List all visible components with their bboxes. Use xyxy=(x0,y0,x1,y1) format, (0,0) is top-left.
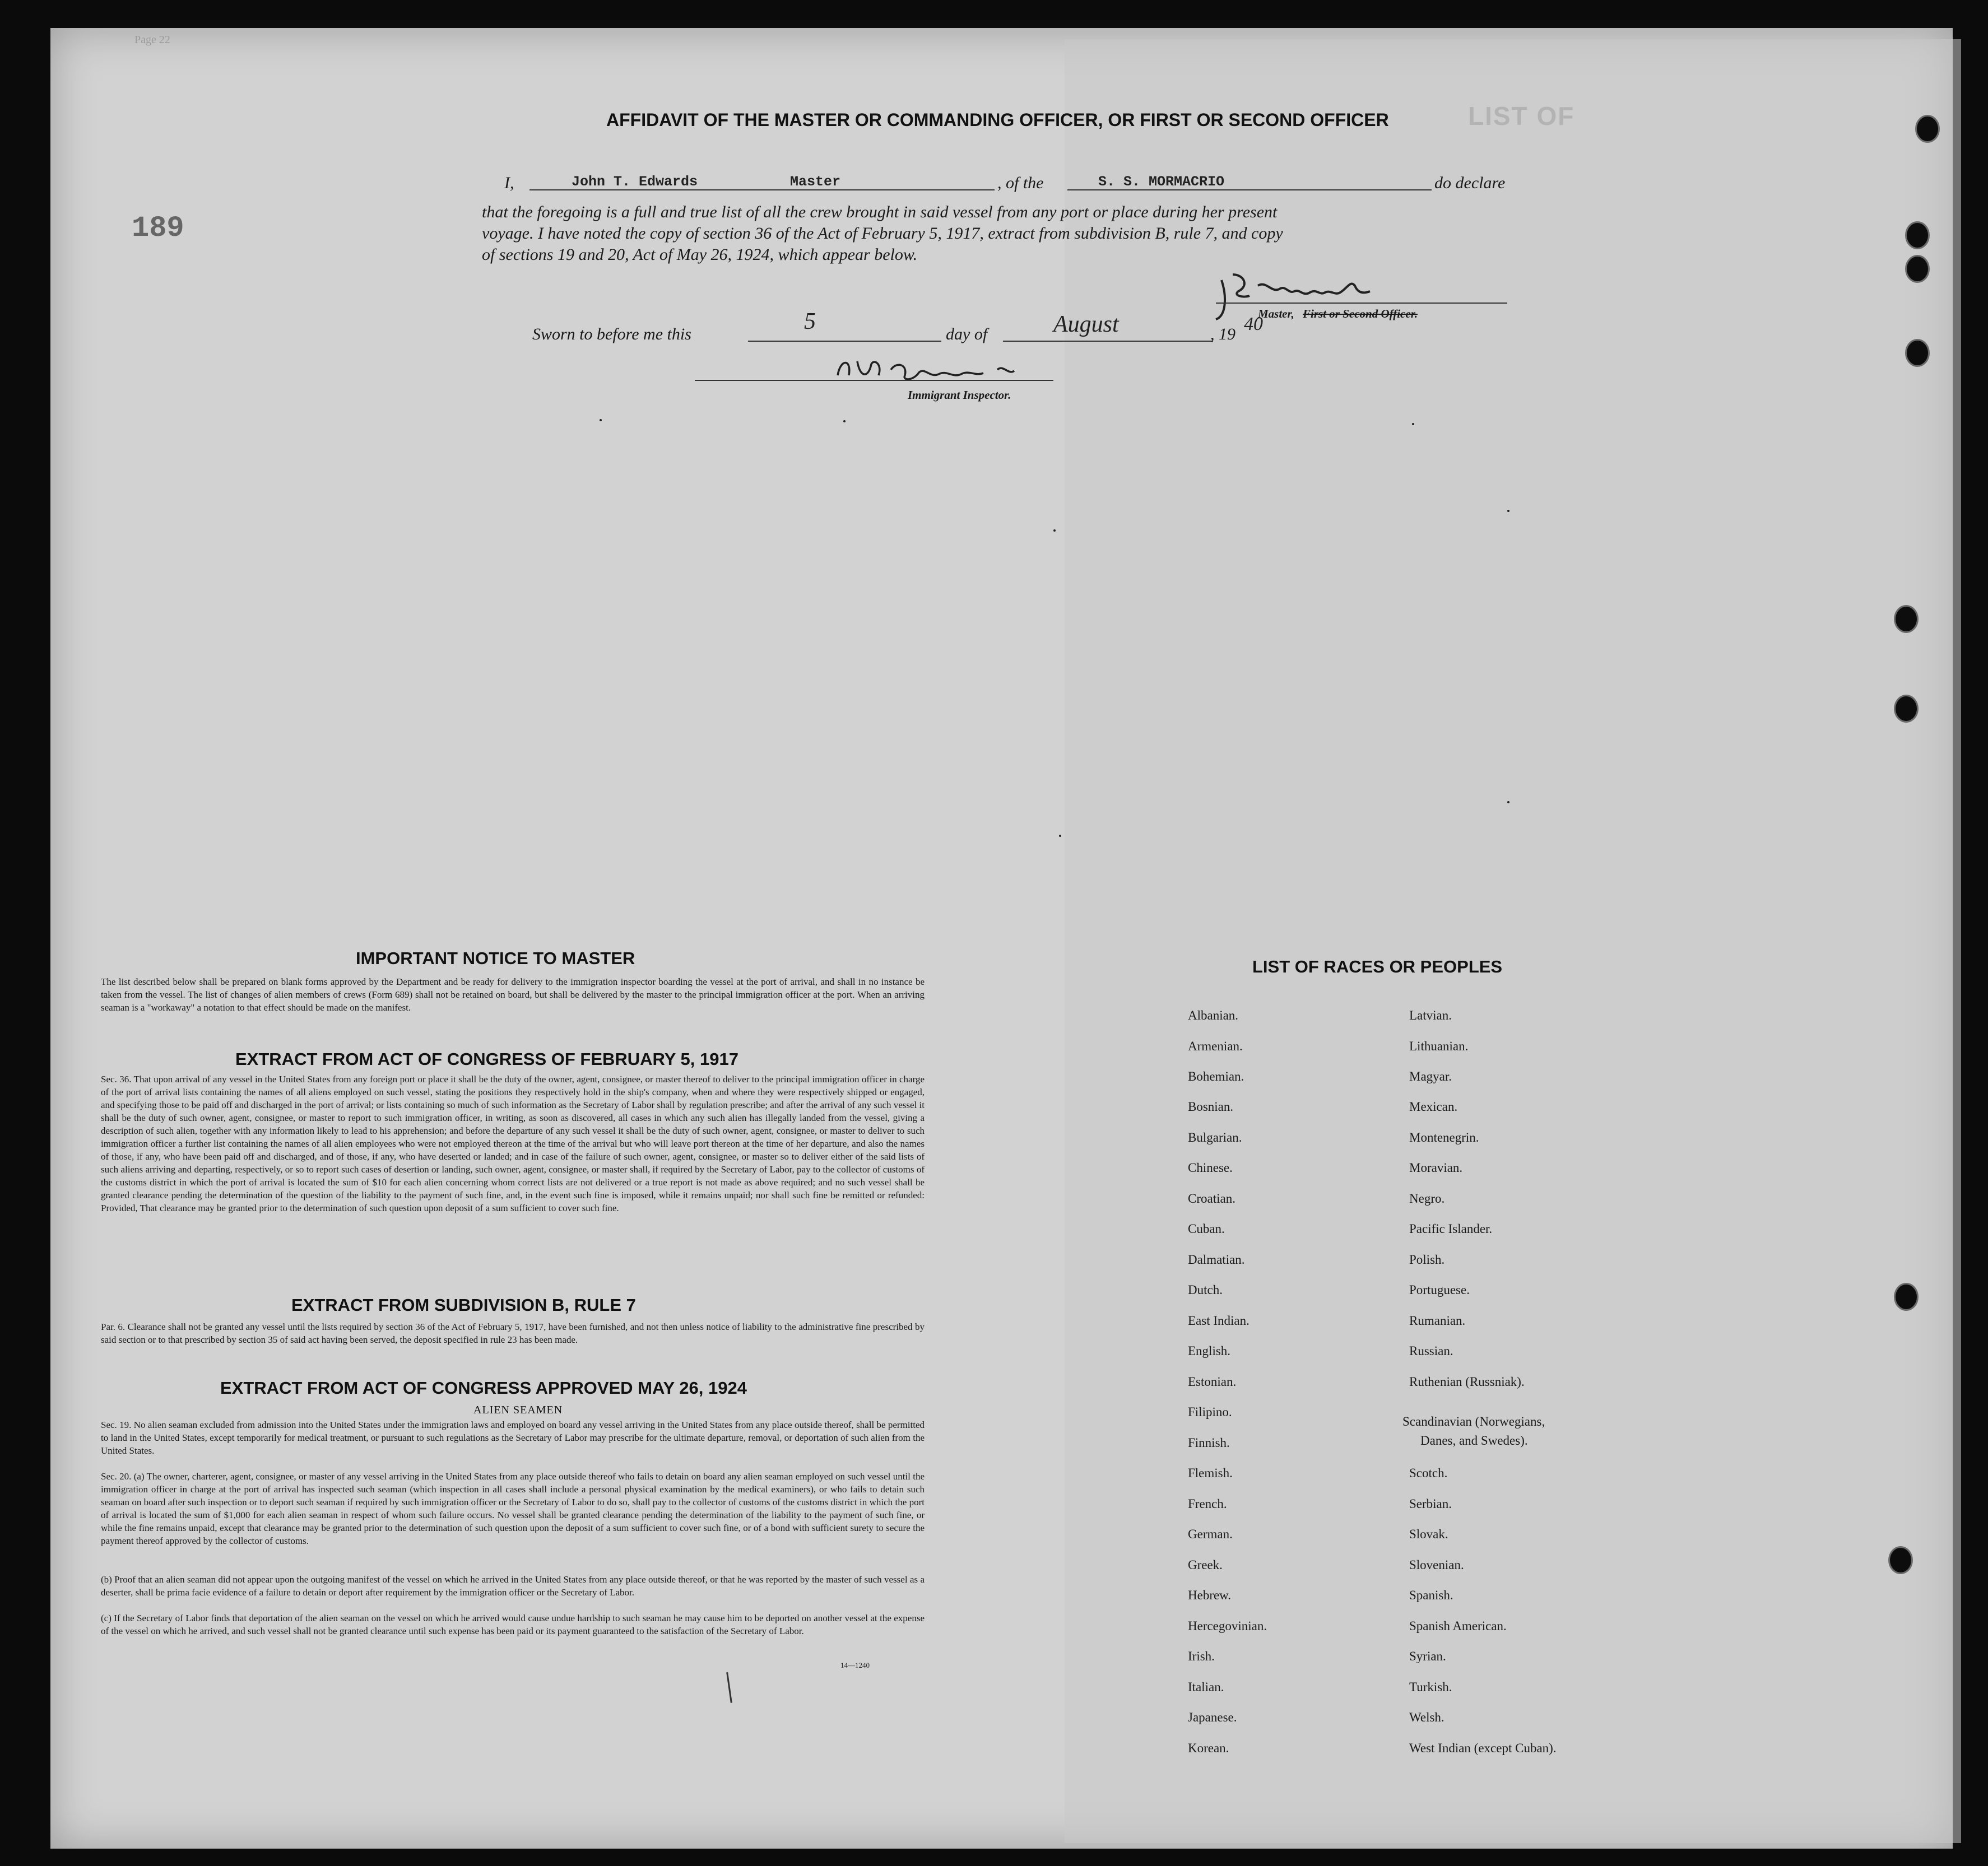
underlying-page-title: LIST OF xyxy=(1468,101,1575,131)
race-item: Serbian. xyxy=(1409,1497,1452,1511)
alien-seamen-subtitle: ALIEN SEAMEN xyxy=(473,1404,563,1416)
affidavit-i-label: I, xyxy=(504,174,514,192)
race-item: Welsh. xyxy=(1409,1710,1444,1724)
races-title: LIST OF RACES OR PEOPLES xyxy=(1252,957,1503,976)
binder-hole xyxy=(1915,115,1940,143)
list-mark xyxy=(600,419,602,421)
race-item: Slovak. xyxy=(1409,1527,1448,1541)
race-item: Bosnian. xyxy=(1188,1100,1234,1114)
list-mark xyxy=(1059,835,1061,837)
race-item: Latvian. xyxy=(1409,1008,1452,1022)
race-item: Scotch. xyxy=(1409,1466,1448,1480)
master-signature-line xyxy=(1216,303,1507,304)
year-prefix: , 19 xyxy=(1210,325,1235,343)
race-item: Flemish. xyxy=(1188,1466,1233,1480)
race-item: Turkish. xyxy=(1409,1680,1452,1694)
race-item: Bulgarian. xyxy=(1188,1130,1242,1144)
race-item: Montenegrin. xyxy=(1409,1130,1479,1144)
sec-19-body: Sec. 19. No alien seaman excluded from admission into the United States under the immigration laws and employed on board any vessel arriving in the United States from any place outside thereof, shall be permitted to land in the United States, except temporarily for medical treatment, or pursuant to such regulations as the Secretary of Labor may prescribe for the ultimate departure, removal, or deportation of such alien from the United States. xyxy=(101,1420,925,1456)
act-1917-title: EXTRACT FROM ACT OF CONGRESS OF FEBRUARY 5, 1917 xyxy=(235,1049,738,1069)
of-the-label: , of the xyxy=(997,174,1044,192)
race-item: Finnish. xyxy=(1188,1436,1230,1450)
race-item: Mexican. xyxy=(1409,1100,1458,1114)
race-item: Russian. xyxy=(1409,1344,1453,1358)
underlying-page xyxy=(1065,39,1961,1843)
affidavit-line-2: that the foregoing is a full and true list of all the crew brought in said vessel from any port or place during her present xyxy=(482,203,1278,221)
race-item: Magyar. xyxy=(1409,1069,1452,1083)
race-item: Polish. xyxy=(1409,1253,1445,1267)
race-item: Armenian. xyxy=(1188,1039,1243,1053)
race-item: Negro. xyxy=(1409,1192,1445,1206)
form-number: 14—1240 xyxy=(840,1661,870,1669)
affidavit-title: AFFIDAVIT OF THE MASTER OR COMMANDING OFFICER, OR FIRST OR SECOND OFFICER xyxy=(606,110,1389,130)
notice-title: IMPORTANT NOTICE TO MASTER xyxy=(356,948,635,968)
race-item: Albanian. xyxy=(1188,1008,1239,1022)
officer-label-first-second: First or Second Officer. xyxy=(1303,307,1418,320)
binder-hole xyxy=(1888,1546,1913,1574)
binder-hole xyxy=(1905,339,1930,367)
race-item: Lithuanian. xyxy=(1409,1039,1469,1053)
day-underline xyxy=(748,341,941,342)
race-item: Irish. xyxy=(1188,1649,1215,1663)
sworn-day: 5 xyxy=(804,309,816,334)
race-item: Bohemian. xyxy=(1188,1069,1244,1083)
sec-20b-body: (b) Proof that an alien seaman did not appear upon the outgoing manifest of the vessel on which he arrived in the United States from any place outside thereof, or that he was reported by the master of such vessel as a deserter, shall be prima facie evidence of a failure to detain or deport after requirement by the immigration officer or the Secretary of Labor. xyxy=(101,1574,925,1598)
race-item: Rumanian. xyxy=(1409,1314,1466,1328)
master-rank: Master xyxy=(790,174,841,190)
race-item: Spanish. xyxy=(1409,1588,1453,1602)
race-item: Danes, and Swedes). xyxy=(1420,1434,1528,1448)
race-item: French. xyxy=(1188,1497,1227,1511)
list-mark xyxy=(1507,510,1509,512)
day-of-label: day of xyxy=(946,325,988,343)
race-item: Cuban. xyxy=(1188,1222,1225,1236)
page-number: 189 xyxy=(132,212,184,245)
list-mark xyxy=(843,420,846,422)
inspector-signature xyxy=(829,353,1042,392)
notice-body: The list described below shall be prepared on blank forms approved by the Department and be ready for delivery to the immigration inspector boarding the vessel at the port of arrival, and shall in no instance be taken from the vessel. The list of changes of alien members of crews (Form 689) shall not be retained on board, but shall be delivered by the master to the principal immigration officer at the port. When an arriving seaman is a "workaway" a notation to that effect should be made on the manifest. xyxy=(101,976,925,1013)
do-declare-label: do declare xyxy=(1434,174,1506,192)
sec-20c-body: (c) If the Secretary of Labor finds that deportation of the alien seaman on the vessel on which he arrived would cause undue hardship to such seaman he may cause him to be deported on another vessel at the expense of the vessel on which he arrived, and such vessel shall not be granted clearance until such expense has been paid or its payment guaranteed to the satisfaction of the Secretary of Labor. xyxy=(101,1613,925,1636)
list-mark xyxy=(1412,423,1414,425)
list-mark xyxy=(1053,529,1056,532)
rule-7-body: Par. 6. Clearance shall not be granted any vessel until the lists required by section 36 of the Act of February 5, 1917, have been furnished, and not then unless notice of liability to the administrative fine prescribed by said section or to that prescribed by section 35 of said act having been served, the deposit specified in rule 23 has been made. xyxy=(101,1321,925,1345)
race-item: Estonian. xyxy=(1188,1375,1237,1389)
race-item: Japanese. xyxy=(1188,1710,1237,1724)
master-name: John T. Edwards xyxy=(572,174,698,190)
race-item: Dutch. xyxy=(1188,1283,1223,1297)
vessel-name: S. S. MORMACRIO xyxy=(1098,174,1225,190)
race-item: Spanish American. xyxy=(1409,1619,1507,1633)
rule-7-title: EXTRACT FROM SUBDIVISION B, RULE 7 xyxy=(291,1295,636,1315)
race-item: Croatian. xyxy=(1188,1192,1235,1206)
race-item: Greek. xyxy=(1188,1558,1223,1572)
race-item: Hebrew. xyxy=(1188,1588,1232,1602)
race-item: Chinese. xyxy=(1188,1161,1233,1175)
race-item: Syrian. xyxy=(1409,1649,1446,1663)
race-item: English. xyxy=(1188,1344,1231,1358)
list-mark xyxy=(1507,801,1509,803)
binder-hole xyxy=(1894,605,1919,633)
binder-hole xyxy=(1905,221,1930,249)
act-1917-body: Sec. 36. That upon arrival of any vessel in the United States from any foreign port or place it shall be the duty of the owner, agent, consignee, or master thereof to deliver to the principal immigration officer in charge of the port of arrival lists containing the names of all aliens employed on such vessel, stating the positions they respectively hold in the ship's company, when and where they were respectively shipped or engaged, and specifying those to be paid off and discharged in the port of arrival; or lists containing so much of such information as the Secretary of Labor shall by regulation prescribe; and after the arrival of any such vessel it shall be the duty of such owner, agent, consignee, or master to report to such immigration officer, in writing, as soon as discovered, all cases in which any such alien has illegally landed from the vessel, giving a description of such alien, together with any information likely to lead to his apprehension; and before the departure of any such vessel it shall be the duty of such owner, agent, consignee, or master to deliver to such immigration officer a further list containing the names of all alien employees who were not employed thereon at the time of the arrival but who will leave port thereon at the time of her departure, and also the names of those, if any, who have been paid off and discharged, and of those, if any, who have deserted or landed; and in case of the failure of such owner, agent, consignee, or master so to deliver either of the said lists of such aliens arriving and departing, respectively, or so to report such cases of desertion or landing, such owner, agent, consignee, or master shall, if required by the Secretary of Labor, pay to the collector of customs of the customs district in which the port of arrival is located the sum of $10 for each alien concerning whom correct lists are not delivered or a true report is not made as above required; and no such vessel shall be granted clearance pending the determination of the question of the liability to the payment of such fine, and, in the event such fine is imposed, while it remains unpaid; nor shall such fine be remitted or refunded: Provided, That clearance may be granted prior to the determination of such question upon deposit of a sum sufficient to cover such fine. xyxy=(101,1074,925,1213)
race-item: Korean. xyxy=(1188,1741,1229,1755)
race-item: Hercegovinian. xyxy=(1188,1619,1267,1633)
race-item: Ruthenian (Russniak). xyxy=(1409,1375,1525,1389)
sworn-month: August xyxy=(1053,311,1119,337)
corner-mark: Page 22 xyxy=(134,34,170,46)
binder-hole xyxy=(1894,695,1919,723)
officer-label-master: Master, xyxy=(1258,307,1294,320)
sec-20a-body: Sec. 20. (a) The owner, charterer, agent, consignee, or master of any vessel arriving in the United States from any place outside thereof who fails to detain on board any alien seaman employed on such vessel until the immigration officer in charge at the port of arrival has inspected such seaman (which inspection in all cases shall include a personal physical examination by the medical examiners), or who fails to detain such seaman on board after such inspection or to deport such seaman if required by such immigration officer or the Secretary of Labor to do so, shall pay to the collector of customs of the customs district in which the port of arrival is located the sum of $1,000 for each alien seaman in respect of whom such failure occurs. No vessel shall be granted clearance pending the determination of the liability to the payment of such fine, or while the fine remains unpaid, except that clearance may be granted prior to the determination of such question upon the deposit of a sum sufficient to cover such fine, or of a bond with sufficient surety to secure the payment thereof approved by the collector of customs. xyxy=(101,1471,925,1546)
affidavit-line-3: voyage. I have noted the copy of section 36 of the Act of February 5, 1917, extract from subdivision B, rule 7, and copy xyxy=(482,224,1283,243)
sworn-year: 40 xyxy=(1244,314,1263,334)
binder-hole xyxy=(1905,255,1930,283)
race-item: Pacific Islander. xyxy=(1409,1222,1493,1236)
race-item: Italian. xyxy=(1188,1680,1224,1694)
race-item: Dalmatian. xyxy=(1188,1253,1245,1267)
binder-hole xyxy=(1894,1283,1919,1311)
affidavit-line-4: of sections 19 and 20, Act of May 26, 1924, which appear below. xyxy=(482,245,918,264)
race-item: Scandinavian (Norwegians, xyxy=(1402,1414,1545,1428)
race-item: German. xyxy=(1188,1527,1233,1541)
race-item: Portuguese. xyxy=(1409,1283,1470,1297)
race-item: Moravian. xyxy=(1409,1161,1463,1175)
month-underline xyxy=(1003,341,1213,342)
race-item: West Indian (except Cuban). xyxy=(1409,1741,1557,1755)
act-1924-title: EXTRACT FROM ACT OF CONGRESS APPROVED MAY 26, 1924 xyxy=(220,1378,747,1398)
inspector-line xyxy=(695,380,1053,381)
race-item: Filipino. xyxy=(1188,1405,1232,1419)
race-item: East Indian. xyxy=(1188,1314,1250,1328)
race-item: Slovenian. xyxy=(1409,1558,1464,1572)
sworn-prefix: Sworn to before me this xyxy=(532,325,691,343)
inspector-label: Immigrant Inspector. xyxy=(908,388,1011,402)
